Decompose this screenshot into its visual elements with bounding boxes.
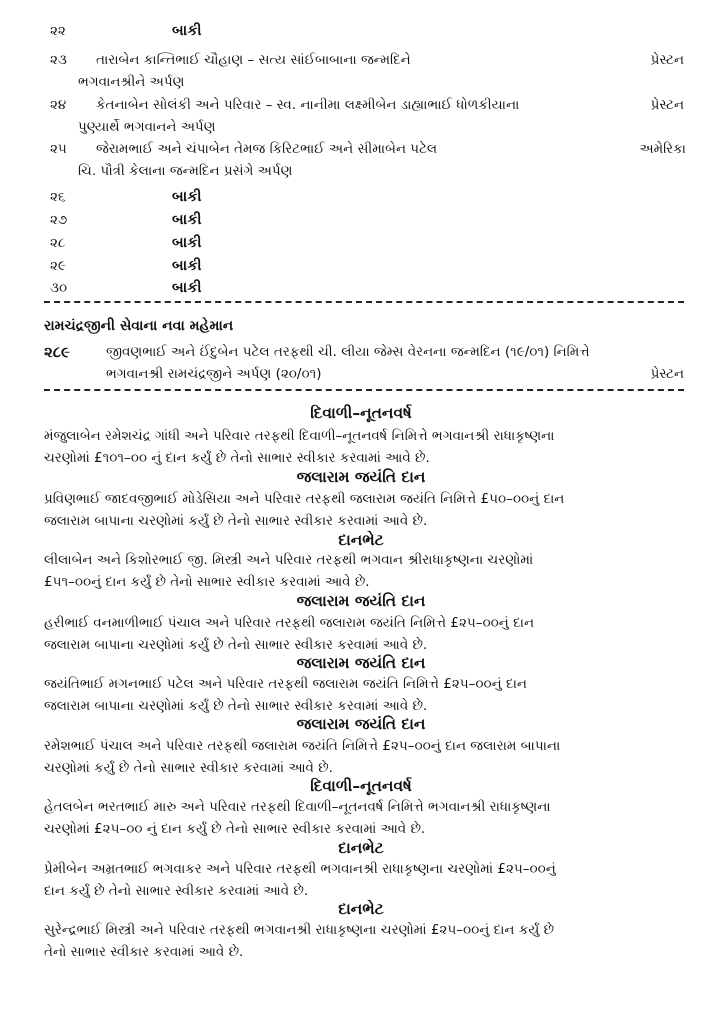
donation-text bbox=[44, 796, 696, 840]
ledger-row-continuation bbox=[0, 160, 722, 182]
pending-label: બાકી bbox=[172, 235, 202, 251]
ledger-row-continuation bbox=[0, 116, 722, 138]
ledger-row bbox=[0, 209, 722, 231]
donation-line: સુરેન્દ્રભાઈ મિસ્ત્રી અને પરિવાર તરફથી ભગવાનશ્રી રાધાકૃષ્ણના ચરણોમાં £૨૫–૦૦નું દાન કર્યું છે bbox=[44, 922, 555, 938]
donation-line: હેતલબેન ભરતભાઈ મારુ અને પરિવાર તરફથી દિવાળી–નૂતનવર્ષ નિમિત્તે ભગવાનશ્રી રાધાકૃષ્ણના bbox=[44, 799, 551, 815]
donation-text bbox=[44, 919, 696, 963]
entry-text: કેતનાબેન સોલંકી અને પરિવાર – સ્વ. નાનીમા લક્ષ્મીબેન ડાહ્યાભાઈ ધોળકીયાના bbox=[96, 97, 520, 113]
donation-text bbox=[44, 488, 696, 532]
donation-title: જલારામ જયંતિ દાન bbox=[296, 715, 426, 733]
donation-line: લીલાબેન અને કિશોરભાઈ જી. મિસ્ત્રી અને પરિવાર તરફથી ભગવાન શ્રીરાધાકૃષ્ણના ચરણોમાં bbox=[44, 552, 534, 568]
guest-number: ૨૮૯ bbox=[44, 343, 70, 361]
pending-label: બાકી bbox=[172, 212, 202, 228]
donation-text bbox=[44, 612, 696, 656]
donation-title: દાનભેટ bbox=[338, 900, 384, 918]
entry-text: તારાબેન કાન્તિભાઈ ચૌહાણ – સત્ય સાંઈબાબાના જન્મદિને bbox=[96, 52, 411, 68]
entry-number: ૨૪ bbox=[50, 97, 67, 113]
donation-line: ચરણોમાં £૧૦૧–૦૦ નું દાન કર્યું છે તેનો સાભાર સ્વીકાર કરવામાં આવે છે. bbox=[44, 450, 430, 466]
donation-line: હરીભાઈ વનમાળીભાઈ પંચાલ અને પરિવાર તરફથી જલારામ જયંતિ નિમિત્તે £૨૫–૦૦નું દાન bbox=[44, 615, 535, 631]
donation-text bbox=[44, 425, 696, 469]
pending-label: બાકી bbox=[172, 258, 202, 274]
entry-place: અમેરિકા bbox=[639, 141, 686, 157]
entry-number: ૨૯ bbox=[50, 258, 66, 274]
donation-title: દિવાળી–નૂતનવર્ષ bbox=[310, 777, 412, 795]
entry-place: પ્રેસ્ટન bbox=[650, 97, 684, 113]
ledger-row bbox=[0, 94, 722, 116]
donation-line: £૫૧–૦૦નું દાન કર્યું છે તેનો સાભાર સ્વીકાર કરવામાં આવે છે. bbox=[44, 574, 370, 590]
donation-line: પ્રેમીબેન અમ્રતભાઈ ભગવાકર અને પરિવાર તરફથી ભગવાનશ્રી રાધાકૃષ્ણના ચરણોમાં £૨૫–૦૦નું bbox=[44, 861, 556, 877]
entry-number: ૨૬ bbox=[50, 189, 66, 205]
section-heading-new-guests: રામચંદ્રજીની સેવાના નવા મહેમાન bbox=[44, 318, 234, 334]
pending-label: બાકી bbox=[172, 189, 202, 205]
donation-text bbox=[44, 858, 696, 902]
donation-line: જયંતિભાઈ મગનભાઈ પટેલ અને પરિવાર તરફથી જલારામ જયંતિ નિમિત્તે £૨૫–૦૦નું દાન bbox=[44, 676, 527, 692]
guest-place: પ્રેસ્ટન bbox=[650, 366, 684, 382]
pending-label: બાકી bbox=[172, 23, 202, 39]
guest-text-continued: ભગવાનશ્રી રામચંદ્રજીને અર્પણ (૨૦/૦૧) bbox=[106, 366, 322, 382]
donation-line: પ્રવિણભાઈ જાદવજીભાઈ મોડેસિયા અને પરિવાર તરફથી જલારામ જયંતિ નિમિત્તે £૫૦–૦૦નું દાન bbox=[44, 491, 565, 507]
entry-number: ૩૦ bbox=[50, 280, 68, 296]
donation-line: જલારામ બાપાના ચરણોમાં કર્યું છે તેનો સાભાર સ્વીકાર કરવામાં આવે છે. bbox=[44, 637, 428, 653]
pending-label: બાકી bbox=[172, 280, 202, 296]
donation-line: તેનો સાભાર સ્વીકાર કરવામાં આવે છે. bbox=[44, 944, 244, 960]
entry-text-continued: ભગવાનશ્રીને અર્પણ bbox=[78, 74, 185, 90]
entry-text: જેરામભાઈ અને ચંપાબેન તેમજ કિરિટભાઈ અને સીમાબેન પટેલ bbox=[96, 141, 438, 157]
donation-text bbox=[44, 673, 696, 717]
ledger-row bbox=[0, 277, 722, 299]
donation-title: દાનભેટ bbox=[338, 839, 384, 857]
entry-text-continued: ચિ. પૌત્રી કેલાના જન્મદિન પ્રસંગે અર્પણ bbox=[78, 163, 293, 179]
donation-line: મંજુલાબેન રમેશચંદ્ર ગાંધી અને પરિવાર તરફથી દિવાળી–નૂતનવર્ષ નિમિત્તે ભગવાનશ્રી રાધાકૃષ્ણના bbox=[44, 428, 555, 444]
donation-line: જલારામ બાપાના ચરણોમાં કર્યું છે તેનો સાભાર સ્વીકાર કરવામાં આવે છે. bbox=[44, 698, 428, 714]
guest-row bbox=[0, 341, 722, 363]
entry-number: ૨૨ bbox=[50, 23, 66, 39]
ledger-row bbox=[0, 186, 722, 208]
donation-text bbox=[44, 549, 696, 593]
ledger-row bbox=[0, 20, 722, 42]
donation-line: રમેશભાઈ પંચાલ અને પરિવાર તરફથી જલારામ જયંતિ નિમિત્તે £૨૫–૦૦નું દાન જલારામ બાપાના bbox=[44, 738, 561, 754]
entry-text-continued: પુણ્યાર્થે ભગવાનને અર્પણ bbox=[78, 119, 216, 135]
donation-title: જલારામ જયંતિ દાન bbox=[296, 468, 426, 486]
donation-line: ચરણોમાં કર્યું છે તેનો સાભાર સ્વીકાર કરવામાં આવે છે. bbox=[44, 760, 333, 776]
entry-number: ૨૮ bbox=[50, 235, 66, 251]
entry-number: ૨૭ bbox=[50, 212, 68, 228]
dashed-divider bbox=[44, 389, 684, 391]
ledger-row bbox=[0, 138, 722, 160]
donation-title: જલારામ જયંતિ દાન bbox=[296, 654, 426, 672]
guest-row-continuation bbox=[0, 363, 722, 385]
ledger-row bbox=[0, 232, 722, 254]
dashed-divider bbox=[44, 301, 684, 303]
donation-title: જલારામ જયંતિ દાન bbox=[296, 592, 426, 610]
ledger-row bbox=[0, 49, 722, 71]
ledger-row bbox=[0, 255, 722, 277]
entry-number: ૨૩ bbox=[50, 52, 67, 68]
entry-place: પ્રેસ્ટન bbox=[650, 52, 684, 68]
entry-number: ૨૫ bbox=[50, 141, 67, 157]
donation-title: દાનભેટ bbox=[338, 531, 384, 549]
guest-text: જીવણભાઈ અને ઈંદુબેન પટેલ તરફથી ચી. લીયા જેમ્સ વેરનના જન્મદિન (૧૯/૦૧) નિમિત્તે bbox=[106, 344, 590, 360]
donation-text bbox=[44, 735, 696, 779]
donation-title: દિવાળી–નૂતનવર્ષ bbox=[310, 404, 412, 422]
ledger-row-continuation bbox=[0, 71, 722, 93]
donation-line: ચરણોમાં £૨૫–૦૦ નું દાન કર્યું છે તેનો સાભાર સ્વીકાર કરવામાં આવે છે. bbox=[44, 821, 426, 837]
donation-line: જલારામ બાપાના ચરણોમાં કર્યું છે તેનો સાભાર સ્વીકાર કરવામાં આવે છે. bbox=[44, 513, 428, 529]
donation-line: દાન કર્યું છે તેનો સાભાર સ્વીકાર કરવામાં આવે છે. bbox=[44, 883, 309, 899]
